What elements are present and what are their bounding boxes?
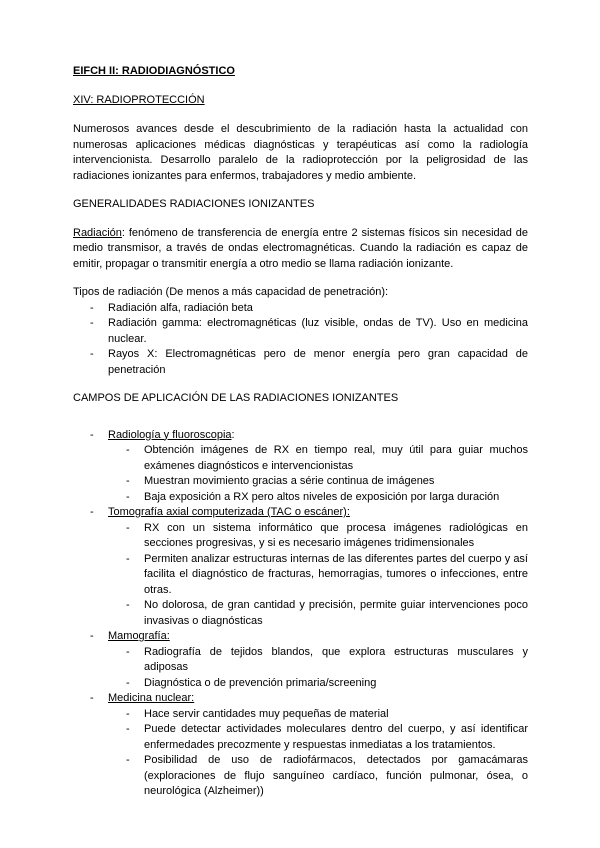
list-item: - RX con un sistema informático que procesa imágenes radiológicas en secciones progresivas, y si es necesario imágenes tridimensionales (144, 521, 528, 552)
list-item: - Radiación gamma: electromagnéticas (luz visible, ondas de TV). Uso en medicina nuclear. (108, 316, 528, 347)
list-item: - Diagnóstica o de prevención primaria/screening (144, 676, 528, 692)
list-item: - Radiografía de tejidos blandos, que explora estructuras musculares y adiposas (144, 645, 528, 676)
campo-item (108, 691, 528, 800)
campo-label: Mamografía: (108, 630, 170, 642)
campos-list (73, 428, 528, 800)
section-title: XIV: RADIOPROTECCIÓN (73, 93, 205, 106)
sub-list (108, 645, 528, 692)
campos-heading: CAMPOS DE APLICACIÓN DE LAS RADIACIONES IONIZANTES (73, 392, 399, 404)
tipos-intro: Tipos de radiación (De menos a más capacidad de penetración): (73, 286, 389, 298)
radiacion-definition (73, 226, 528, 273)
generalidades-heading: GENERALIDADES RADIACIONES IONIZANTES (73, 198, 315, 210)
sub-list (108, 707, 528, 800)
campo-label: Medicina nuclear: (108, 692, 195, 704)
list-item: - Rayos X: Electromagnéticas pero de menor energía pero gran capacidad de penetración (108, 347, 528, 378)
radiacion-term: Radiación (73, 226, 122, 239)
list-item: - Baja exposición a RX pero altos niveles de exposición por larga duración (144, 490, 528, 506)
tipos-list (73, 301, 528, 379)
campo-label: Radiología y fluoroscopia (108, 428, 232, 441)
radiacion-definition-text: : fenómeno de transferencia de energía entre 2 sistemas físicos sin necesidad de medio transmisor, a través de ondas electromagnéticas. Cuando la radiación es capaz de emitir, propagar o transmitir energía a otro medio se llama radiación ionizante. (73, 226, 528, 270)
sub-list (108, 443, 528, 505)
campo-item (108, 505, 528, 629)
sub-list (108, 521, 528, 630)
list-item: - Obtención imágenes de RX en tiempo real, muy útil para guiar muchos exámenes diagnósticos e intervencionistas (144, 443, 528, 474)
campo-item (108, 428, 528, 506)
list-item: - Puede detectar actividades moleculares dentro del cuerpo, y así identificar enfermedades precozmente y respuestas inmediatas a los tratamientos. (144, 722, 528, 753)
document-title: EIFCH II: RADIODIAGNÓSTICO (73, 65, 235, 77)
list-item: - No dolorosa, de gran cantidad y precisión, permite guiar intervenciones poco invasivas o diagnósticas (144, 598, 528, 629)
campo-label-suffix: : (231, 428, 235, 441)
list-item: - Hace servir cantidades muy pequeñas de material (144, 707, 528, 723)
campo-item (108, 629, 528, 691)
intro-paragraph: Numerosos avances desde el descubrimiento de la radiación hasta la actualidad con numerosas aplicaciones médicas diagnósticas y terapéuticas así como la radiología intervencionista. Desarrollo paralelo de la radioprotección por la peligrosidad de las radiaciones ionizantes para enfermos, trabajadores y medio ambiente. (73, 123, 528, 182)
list-item: - Posibilidad de uso de radiofármacos, detectados por gamacámaras (exploraciones de flujo sanguíneo cardíaco, función pulmonar, ósea, o neurológica (Alzheimer)) (144, 753, 528, 800)
list-item: - Muestran movimiento gracias a série continua de imágenes (144, 474, 528, 490)
campo-label: Tomografía axial computerizada (TAC o escáner): (108, 506, 350, 518)
list-item: - Radiación alfa, radiación beta (108, 301, 528, 317)
document-page (73, 64, 528, 800)
list-item: - Permiten analizar estructuras internas de las diferentes partes del cuerpo y así facilita el diagnóstico de fracturas, hemorragias, tumores o infecciones, entre otras. (144, 552, 528, 599)
